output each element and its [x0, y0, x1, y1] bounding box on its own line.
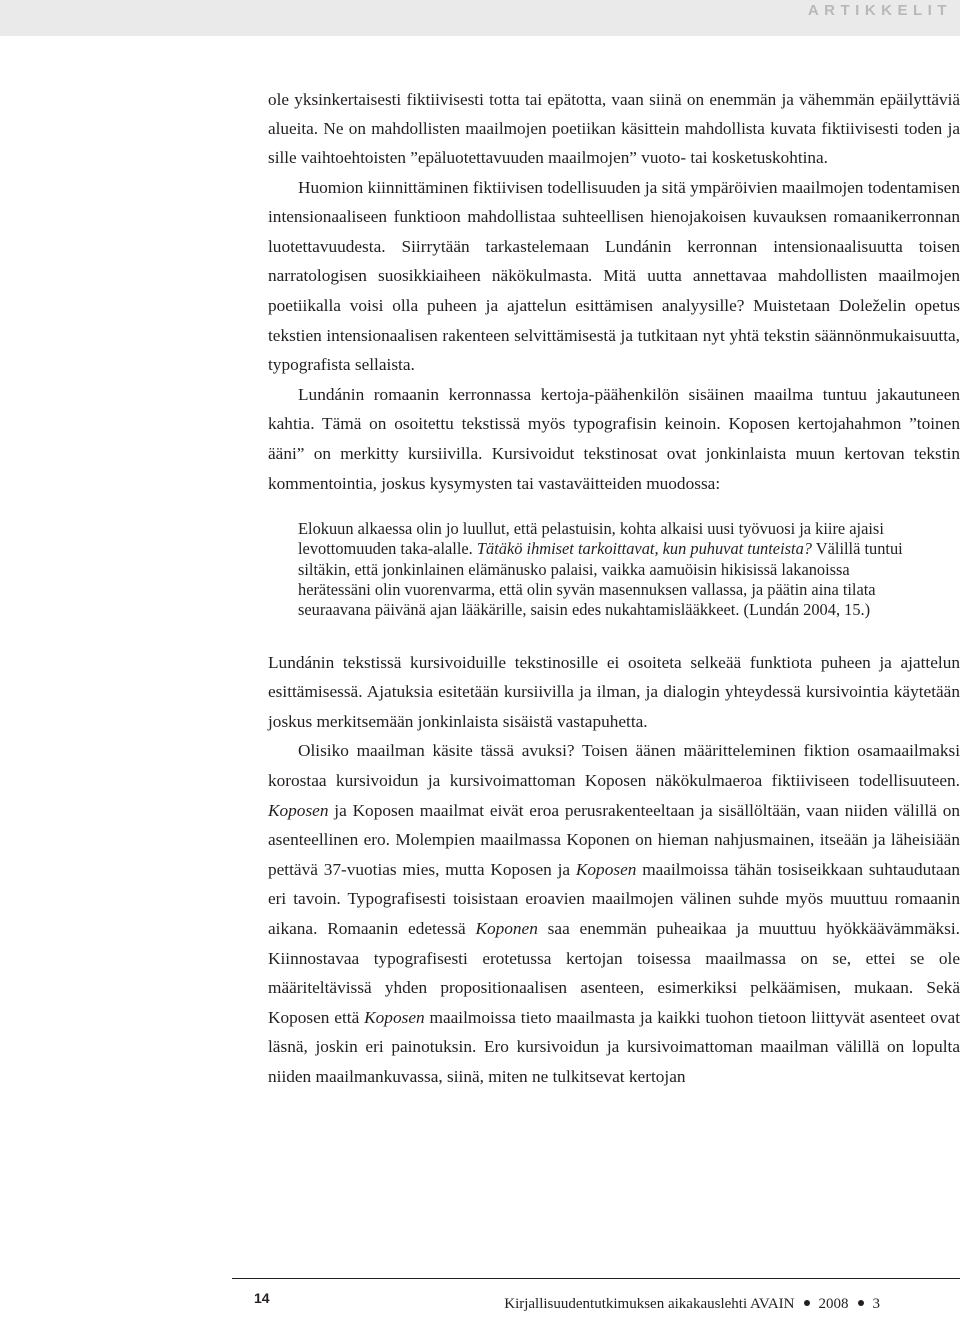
paragraph-text: Olisiko maailman käsite tässä avuksi? Toisen äänen määritteleminen fiktion osamaailmaksi korostaa kursivoidun ja kursivoimattoman Koposen näkökulmaeroa fiktiiviseen todellisuuteen.	[268, 741, 960, 790]
italic-term: Koposen	[364, 1007, 425, 1027]
journal-issue: 3	[872, 1296, 880, 1312]
paragraph-text: ja Koposen maailmat eivät eroa perusrakenteeltaan ja sisällöltään, vaan niiden välillä on asenteellinen ero. Molempien maailmassa Koponen on hieman nahjusmainen, itseään ja läheisiään pettävä 37-vuotias mies, mutta Koposen ja	[268, 800, 960, 879]
paragraph: Lundánin tekstissä kursivoiduille tekstinosille ei osoiteta selkeää funktiota puheen ja ajattelun esittämisessä. Ajatuksia esitetään kursiivilla ja ilman, ja dialogin yhteydessä kursivointia käytetään joskus merkitsemään jonkinlaista sisäistä vastapuhetta.	[268, 652, 960, 731]
section-label: ARTIKKELIT	[807, 2, 952, 19]
italic-term: Koponen	[475, 918, 538, 938]
section-header-bar	[0, 0, 960, 36]
italic-term: Koposen	[268, 800, 329, 820]
quote-text: Välillä tuntui siltäkin, että jonkinlainen elämänusko palaisi, vaikka aamuöisin hikisissä lakanoissa herätessäni olin vuorenvarma, että olin syvän masennuksen vallassa, ja päätin aina tilata seuraavana päivänä ajan lääkärille, saisin edes nukahtamislääkkeet. (Lundán 2004, 15.)	[298, 539, 903, 620]
paragraph-text: maailmoissa tähän tosiseikkaan suhtaudutaan eri tavoin. Typografisesti toisistaan eroavien maailmojen välinen suhde myös muuttuu romaanin aikana. Romaanin edetessä	[268, 859, 960, 938]
quote-text: Elokuun alkaessa olin jo luullut, että pelastuisin, kohta alkaisi uusi työvuosi ja kiire ajaisi levottomuuden taka-alalle.	[298, 519, 884, 559]
paragraph: Huomion kiinnittäminen fiktiivisen todellisuuden ja sitä ympäröivien maailmojen todentamisen intensionaaliseen funktioon mahdollistaa suhteellisen hienojakoisen kuvauksen romaanikerronnan luotettavuudesta. Siirrytään tarkastelemaan Lundánin kerronnan intensionaalisuutta toisen narratologisen suosikkiaiheen näkökulmasta. Mitä uutta annettavaa mahdollisten maailmojen poetiikalla voisi olla puheen ja ajattelun esittämisen analyysille? Muistetaan Doleželin opetus tekstien intensionaalisen rakenteen selvittämisestä ja tutkitaan nyt yhtä tekstin säännönmukaisuutta, typografista sellaista.	[268, 177, 960, 375]
paragraph-text: saa enemmän puheaikaa ja muuttuu hyökkäävämmäksi. Kiinnostavaa typografisesti erotetussa kertojan toisessa maailmassa on se, ettei se ole määriteltävissä yhden propositionaalisen asenteen, esimerkiksi pelkäämisen, mukaan. Sekä Koposen että	[268, 918, 960, 1027]
paragraph: ole yksinkertaisesti fiktiivisesti totta tai epätotta, vaan siinä on enemmän ja vähemmän epäilyttäviä alueita. Ne on mahdollisten maailmojen poetiikan käsittein mahdollista kuvata fiktiivisesti toden ja sille vaihtoehtoisten ”epäluotettavuuden maailmojen” vuoto- tai kosketuskohtina.	[268, 90, 960, 168]
block-quote-text	[298, 519, 922, 620]
paragraph-text: maailmoissa tieto maailmasta ja kaikki tuohon tietoon liittyvät asenteet ovat läsnä, joskin eri painotuksin. Ero kursivoidun ja kursivoimattoman maailman välillä on lopulta niiden maailmankuvassa, siinä, miten ne tulkitsevat kertojan	[268, 1007, 960, 1086]
bullet-icon	[858, 1300, 864, 1306]
quote-italic-text: Tätäkö ihmiset tarkoittavat, kun puhuvat tunteista?	[476, 539, 812, 559]
paragraph: Lundánin romaanin kerronnassa kertoja-päähenkilön sisäinen maailma tuntuu jakautuneen kahtia. Tämä on osoitettu tekstissä myös typografisin keinoin. Koposen kertojahahmon ”toinen ääni” on merkitty kursiivilla. Kursivoidut tekstinosat ovat jonkinlaista muun kertovan tekstin kommentointia, joskus kysymysten tai vastaväitteiden muodossa:	[268, 384, 960, 493]
italic-term: Koposen	[575, 859, 637, 879]
paragraph	[268, 736, 960, 1091]
journal-title: Kirjallisuudentutkimuksen aikakauslehti AVAIN	[504, 1296, 795, 1312]
journal-line	[504, 1296, 880, 1313]
page-number: 14	[254, 1290, 270, 1306]
block-quote	[298, 519, 922, 620]
journal-year: 2008	[818, 1296, 849, 1312]
bullet-icon	[804, 1300, 810, 1306]
footer-rule	[232, 1278, 960, 1279]
article-body	[268, 85, 960, 1092]
